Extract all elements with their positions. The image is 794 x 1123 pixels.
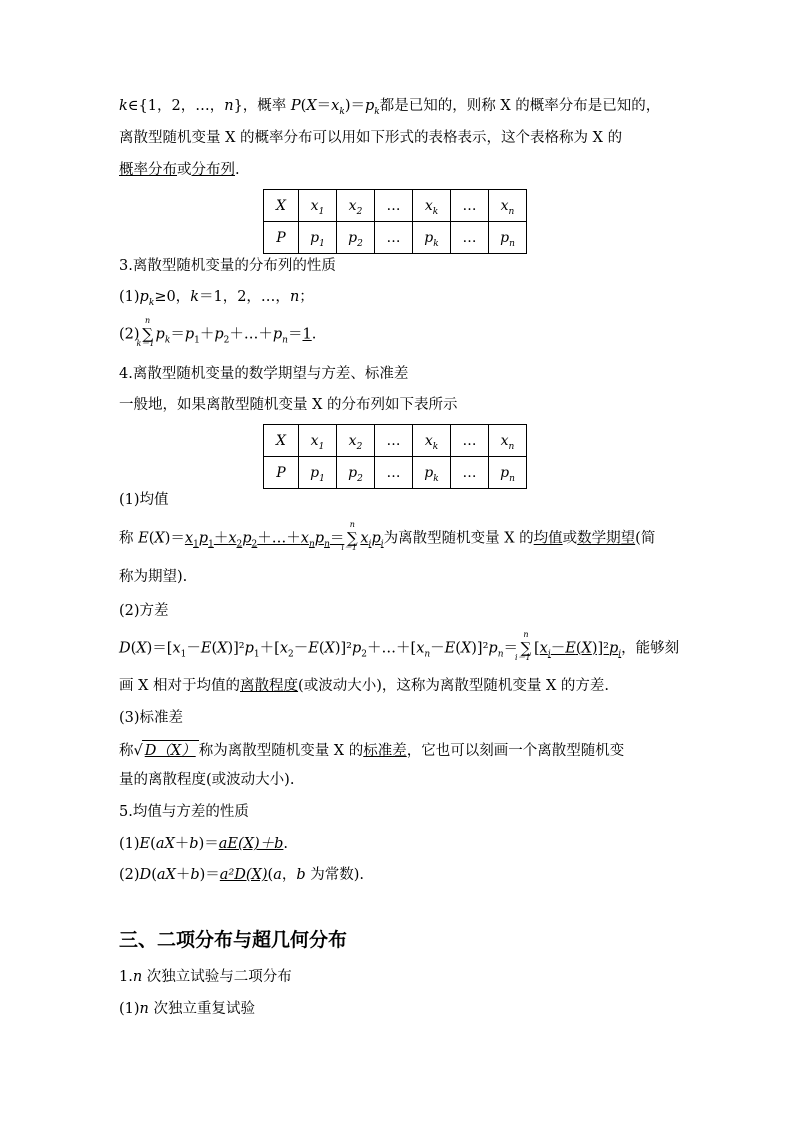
sd-line-2: 量的离散程度(或波动大小). xyxy=(119,772,295,788)
intro-line-1: k∈{1，2，…，n}，概率 $P(X=x_k)=p_k$都是已知的，则称 X 的概率分布是已知的， xyxy=(119,98,661,117)
term-distribution-list: 分布列 xyxy=(191,162,235,178)
section-4-intro: 一般地，如果离散型随机变量 X 的分布列如下表所示 xyxy=(119,397,458,413)
property-2: (2) n ∑ k＝1 $p_k=p_1+p_2+\dots+p_n=1$. xyxy=(119,316,317,348)
sd-title: (3)标准差 xyxy=(119,710,184,726)
table-row: P $p_1$ $p_2$ … $p_k$ … $p_n$ xyxy=(264,222,527,254)
table-row: X $x_1$ $x_2$ … $x_k$ … $x_n$ xyxy=(264,425,527,457)
term-expectation: 数学期望 xyxy=(577,530,636,547)
subsection-1-1: (1)n 次独立重复试验 xyxy=(119,1001,255,1017)
sum-symbol: n ∑ k＝1 xyxy=(136,316,155,348)
property-mean: (1)E(aX＋b)＝aE(X)＋b. xyxy=(119,836,289,852)
subsection-1: 1.n 次独立试验与二项分布 xyxy=(119,969,292,985)
intro-line-2: 离散型随机变量 X 的概率分布可以用如下形式的表格表示，这个表格称为 X 的 xyxy=(119,130,623,146)
mean-line-2: 称为期望). xyxy=(119,569,188,585)
section-4-title: 4.离散型随机变量的数学期望与方差、标准差 xyxy=(119,366,409,382)
sqrt-variance: D（X） xyxy=(142,740,199,761)
property-variance: (2)D(aX＋b)＝a²D(X)(a，b 为常数). xyxy=(119,867,365,883)
intro-line-3: 概率分布或分布列. xyxy=(119,162,240,178)
chapter-heading: 三、二项分布与超几何分布 xyxy=(119,929,348,951)
term-standard-deviation: 标准差 xyxy=(363,743,407,759)
table-row: P $p_1$ $p_2$ … $p_k$ … $p_n$ xyxy=(264,457,527,489)
sd-line: 称√ D（X） 称为离散型随机变量 X 的标准差，它也可以刻画一个离散型随机变 xyxy=(119,740,624,761)
distribution-table-1 xyxy=(263,189,527,254)
mean-line: 称 $E(X)=x_1p_1+x_2p_2+\dots+x_np_n=$ n ∑ i＝1 $x_ip_i$为离散型随机变量 X 的均值或数学期望(简 xyxy=(119,520,656,552)
sum-symbol: n ∑ i＝1 xyxy=(341,520,358,552)
variance-title: (2)方差 xyxy=(119,603,169,619)
property-1: $(1)p_k\ge 0$，k＝1，2，…，n； xyxy=(119,289,314,308)
term-probability-distribution: 概率分布 xyxy=(119,162,177,178)
distribution-table-2 xyxy=(263,424,527,489)
table-row: X $x_1$ $x_2$ … $x_k$ … $x_n$ xyxy=(264,190,527,222)
variance-line-2: 画 X 相对于均值的离散程度(或波动大小)，这称为离散型随机变量 X 的方差. xyxy=(119,678,610,694)
term-dispersion: 离散程度 xyxy=(240,678,299,694)
sum-symbol: n ∑ i＝1 xyxy=(515,630,532,662)
answer-mean: aE(X)＋b xyxy=(218,836,284,852)
section-5-title: 5.均值与方差的性质 xyxy=(119,804,249,820)
section-3-title: 3.离散型随机变量的分布列的性质 xyxy=(119,258,336,274)
variance-line: $D(X)=[x_1-E(X)]^2p_1+[x_2-E(X)]^2p_2+\dots+[x_n-E(X)]^2p_n=$ n ∑ i＝1 $[x_i-E(X)]^2p_i$，能够刻 xyxy=(119,630,680,662)
answer-variance: a²D(X) xyxy=(219,867,268,883)
term-mean: 均值 xyxy=(533,530,563,547)
mean-title: (1)均值 xyxy=(119,492,169,508)
